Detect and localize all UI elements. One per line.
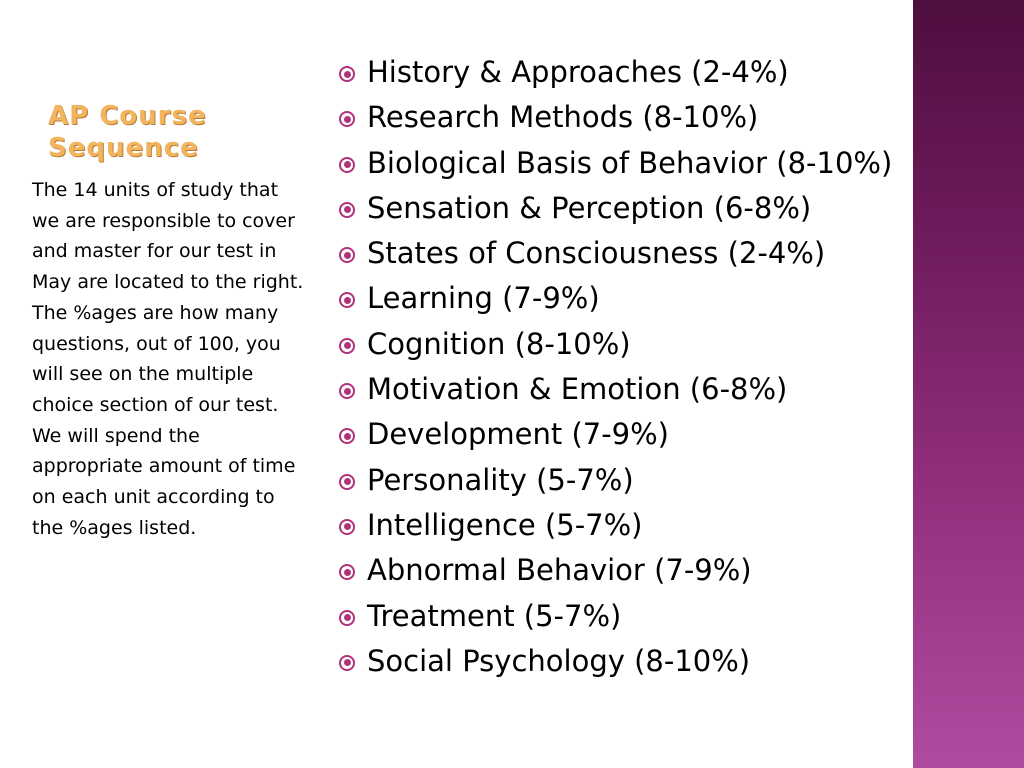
unit-label: Learning (7-9%) (367, 281, 600, 316)
unit-label: History & Approaches (2-4%) (367, 55, 789, 89)
unit-label: Abnormal Behavior (7-9%) (367, 553, 752, 588)
slide-title-line-2: Sequence (48, 133, 199, 163)
unit-label: Social Psychology (8-10%) (367, 643, 751, 678)
unit-list-item (337, 322, 892, 367)
description-paragraph: The 14 units of study that we are responsible to cover and master for our test in May are located to the right. (32, 179, 304, 294)
unit-list-item (337, 141, 892, 186)
slide-title (48, 100, 298, 164)
unit-label: Biological Basis of Behavior (8-10%) (367, 145, 893, 180)
unit-list-item (337, 503, 892, 548)
unit-list-item (337, 639, 892, 684)
description-paragraph: We will spend the appropriate amount of time on each unit according to the %ages listed. (32, 424, 296, 539)
radio-bullet-icon (339, 338, 355, 354)
unit-list-item (337, 50, 892, 95)
radio-bullet-icon (339, 610, 355, 626)
radio-bullet-icon (339, 202, 355, 218)
unit-list-item (337, 276, 892, 321)
unit-label: Personality (5-7%) (367, 462, 634, 497)
unit-label: Treatment (5-7%) (367, 598, 622, 633)
description-paragraph: The %ages are how many questions, out of 100, you will see on the multiple choice section of our test. (32, 301, 281, 416)
unit-list-item (337, 458, 892, 503)
unit-label: Development (7-9%) (367, 417, 669, 452)
unit-label: Cognition (8-10%) (367, 326, 631, 361)
unit-label: Intelligence (5-7%) (367, 507, 643, 542)
unit-list-item (337, 95, 892, 140)
radio-bullet-icon (339, 474, 355, 490)
unit-list (337, 50, 892, 684)
unit-list-item (337, 412, 892, 457)
decorative-side-bar (913, 0, 1024, 768)
unit-label: Research Methods (8-10%) (367, 100, 759, 135)
radio-bullet-icon (339, 519, 355, 535)
unit-label: Sensation & Perception (6-8%) (367, 190, 812, 225)
radio-bullet-icon (339, 66, 355, 82)
radio-bullet-icon (339, 157, 355, 173)
unit-list-item (337, 231, 892, 276)
unit-list-item (337, 367, 892, 412)
radio-bullet-icon (339, 655, 355, 671)
radio-bullet-icon (339, 383, 355, 399)
unit-list-item (337, 594, 892, 639)
unit-label: States of Consciousness (2-4%) (367, 236, 826, 271)
unit-list-item (337, 186, 892, 231)
description-text (32, 175, 310, 543)
unit-list-item (337, 548, 892, 593)
unit-label: Motivation & Emotion (6-8%) (367, 372, 788, 407)
slide-title-line-1: AP Course (48, 101, 207, 131)
